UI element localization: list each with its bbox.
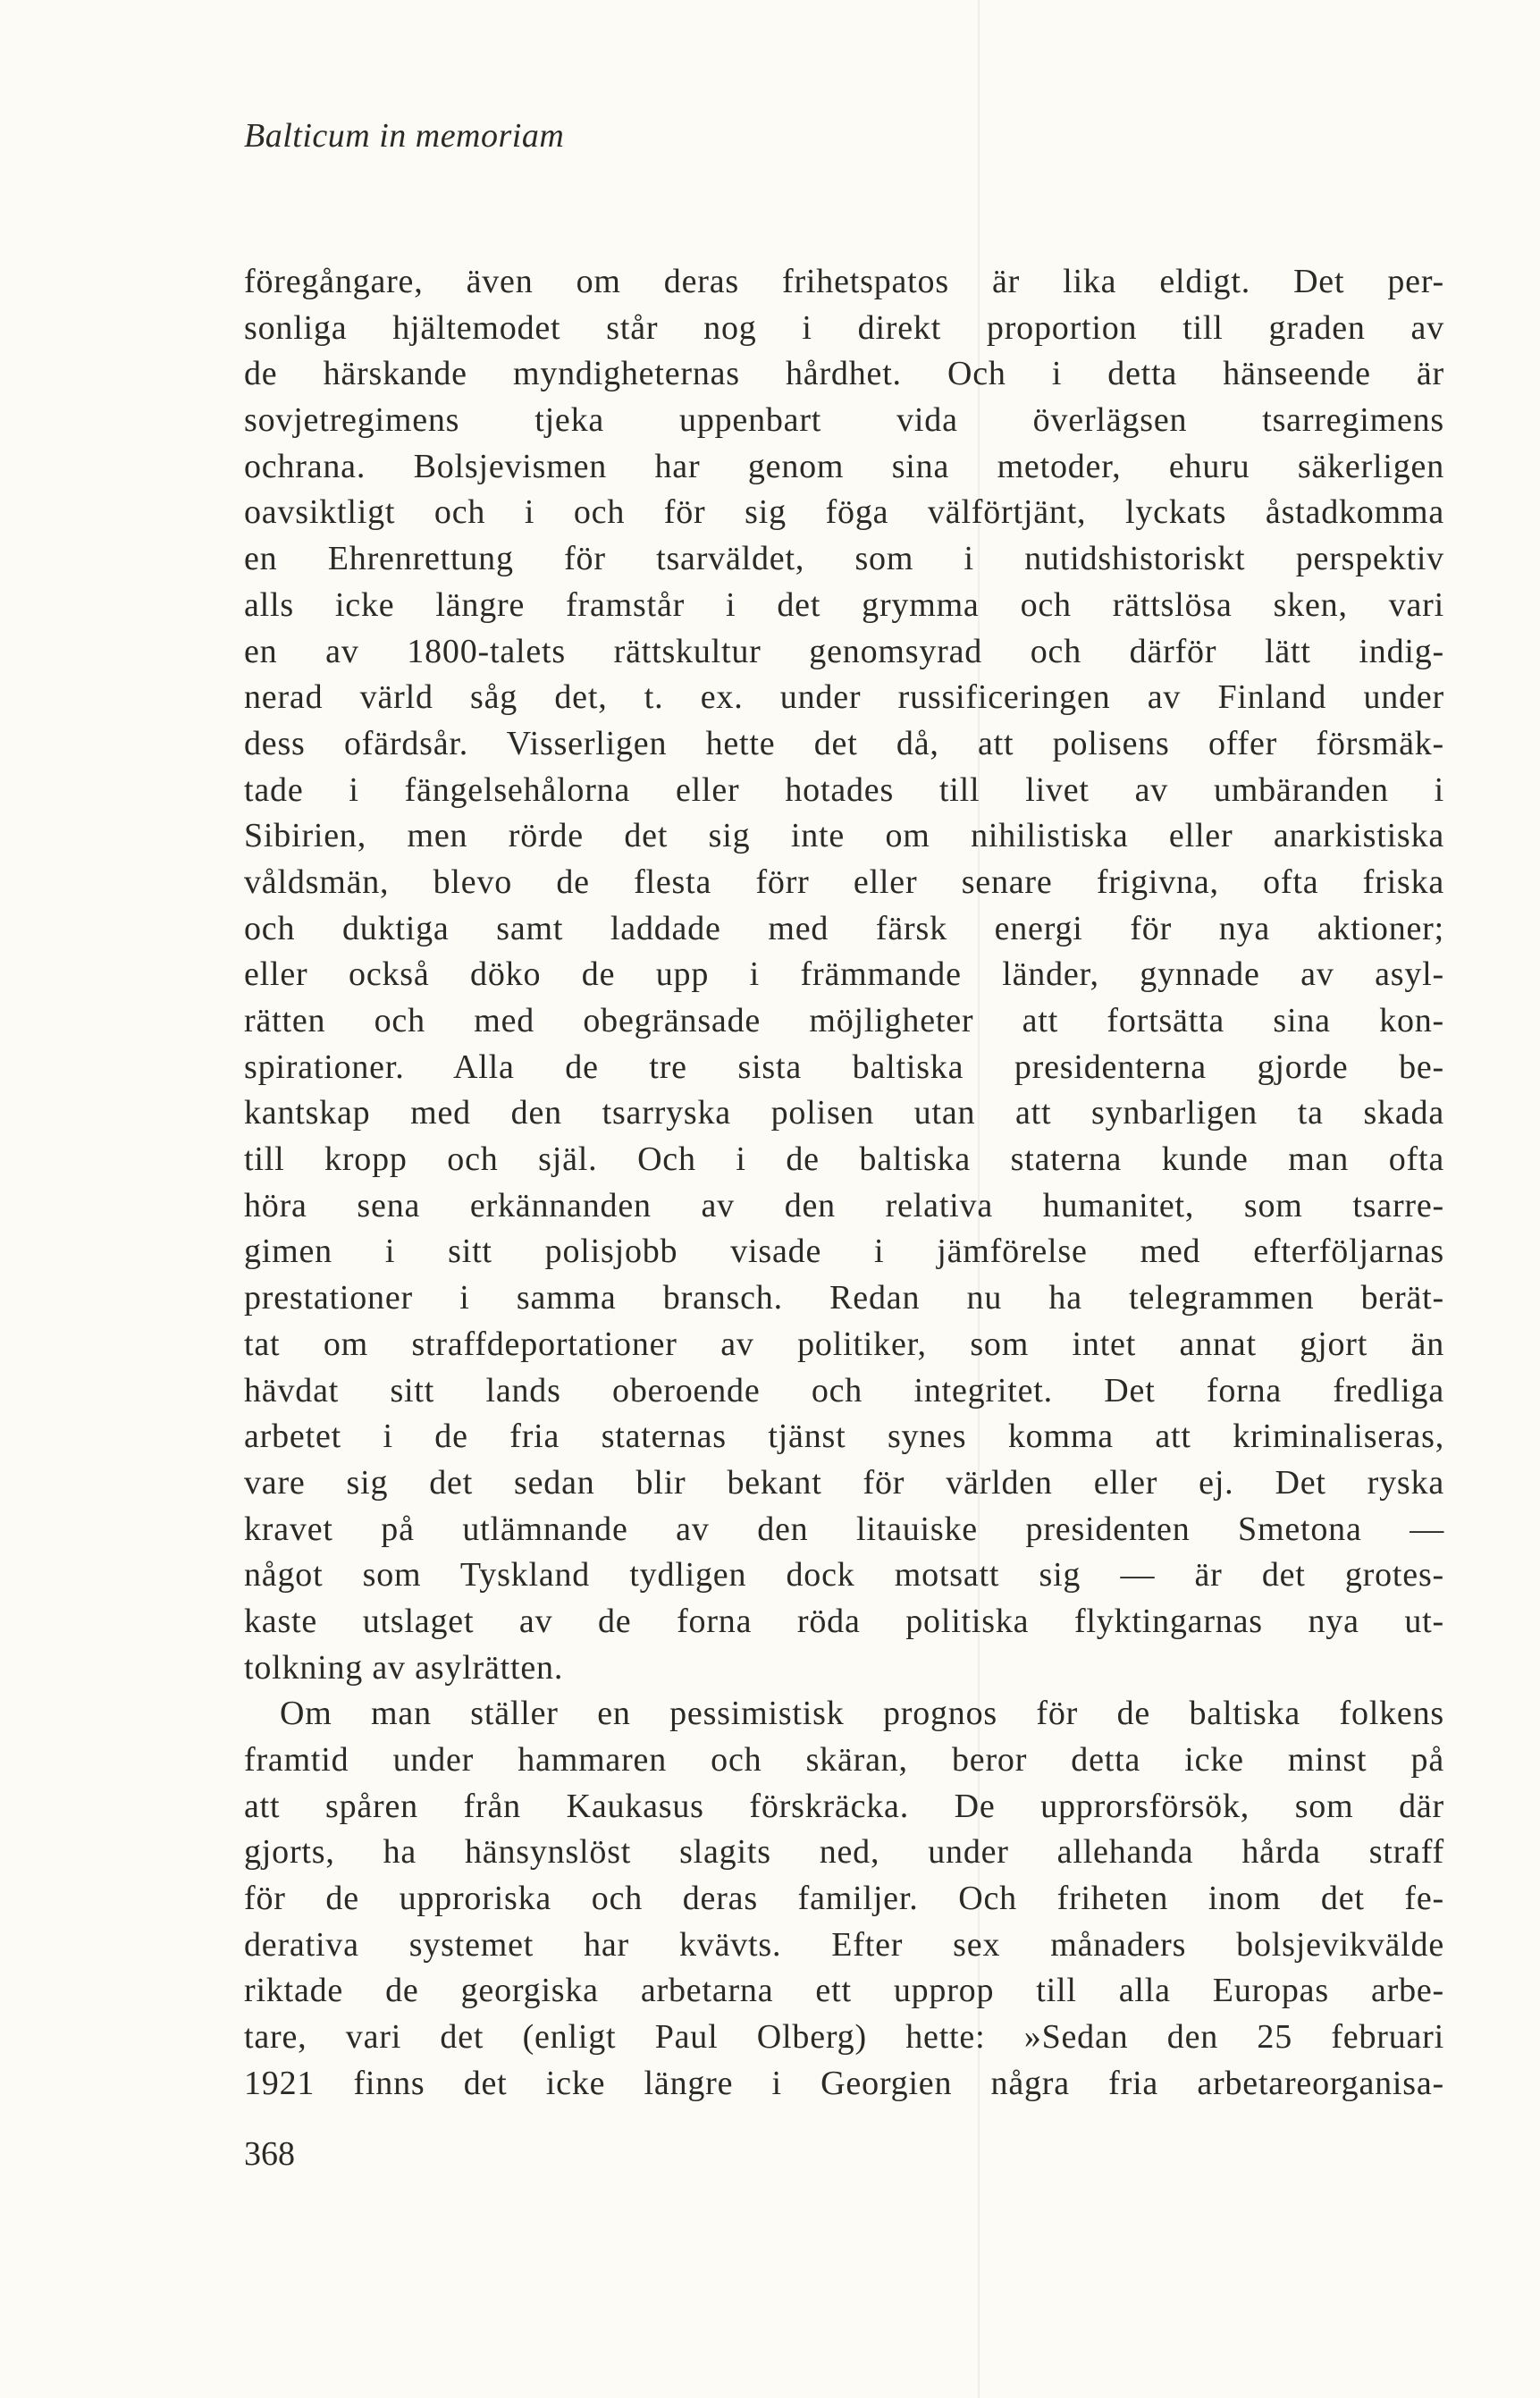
running-head: Balticum in memoriam xyxy=(244,117,565,155)
text-line: Om man ställer en pessimistisk prognos för de baltiska folkens xyxy=(280,1695,1444,1733)
text-line: sonliga hjältemodet står nog i direkt proportion till graden av xyxy=(244,308,1444,347)
text-line: hävdat sitt lands oberoende och integritet. Det forna fredliga xyxy=(244,1371,1444,1409)
text-line: tare, vari det (enligt Paul Olberg) hette: »Sedan den 25 februari xyxy=(244,2018,1444,2057)
text-line: sovjetregimens tjeka uppenbart vida överlägsen tsarregimens xyxy=(244,401,1444,440)
paragraph xyxy=(244,259,1444,1691)
text-line: de härskande myndigheternas hårdhet. Och i detta hänseende är xyxy=(244,355,1444,393)
text-line: kantskap med den tsarryska polisen utan att synbarligen ta skada xyxy=(244,1094,1444,1132)
text-line: prestationer i samma bransch. Redan nu ha telegrammen berät- xyxy=(244,1279,1444,1317)
text-line: framtid under hammaren och skäran, beror detta icke minst på xyxy=(244,1741,1444,1779)
text-line: arbetet i de fria staternas tjänst synes komma att kriminaliseras, xyxy=(244,1418,1444,1456)
text-line: något som Tyskland tydligen dock motsatt sig — är det grotes- xyxy=(244,1556,1444,1594)
text-line: våldsmän, blevo de flesta förr eller senare frigivna, ofta friska xyxy=(244,862,1444,901)
body-text xyxy=(244,259,1444,2108)
text-line: oavsiktligt och i och för sig föga välförtjänt, lyckats åstadkomma xyxy=(244,493,1444,532)
text-line: höra sena erkännanden av den relativa humanitet, som tsarre- xyxy=(244,1186,1444,1224)
text-line: derativa systemet har kvävts. Efter sex månaders bolsjevikvälde xyxy=(244,1925,1444,1964)
text-line: spirationer. Alla de tre sista baltiska presidenterna gjorde be- xyxy=(244,1048,1444,1086)
text-line: nerad värld såg det, t. ex. under russificeringen av Finland under xyxy=(244,678,1444,717)
text-line: och duktiga samt laddade med färsk energi för nya aktioner; xyxy=(244,909,1444,947)
text-line: tade i fängelsehålorna eller hotades till livet av umbäranden i xyxy=(244,770,1444,809)
text-line: tolkning av asylrätten. xyxy=(244,1648,564,1687)
text-line: rätten och med obegränsade möjligheter att fortsätta sina kon- xyxy=(244,1002,1444,1039)
text-line: gimen i sitt polisjobb visade i jämförelse med efterföljarnas xyxy=(244,1233,1444,1271)
text-line: alls icke längre framstår i det grymma och rättslösa sken, vari xyxy=(244,585,1444,624)
text-line: till kropp och själ. Och i de baltiska staterna kunde man ofta xyxy=(244,1140,1444,1179)
text-line: en av 1800-talets rättskultur genomsyrad och därför lätt indig- xyxy=(244,632,1444,670)
text-line: dess ofärdsår. Visserligen hette det då, att polisens offer försmäk- xyxy=(244,724,1444,762)
text-line: kaste utslaget av de forna röda politiska flyktingarnas nya ut- xyxy=(244,1602,1444,1640)
text-line: att spåren från Kaukasus förskräcka. De upprorsförsök, som där xyxy=(244,1787,1444,1825)
text-line: eller också döko de upp i främmande länder, gynnade av asyl- xyxy=(244,955,1444,994)
text-line: tat om straffdeportationer av politiker, som intet annat gjort än xyxy=(244,1325,1444,1363)
text-line: riktade de georgiska arbetarna ett upprop till alla Europas arbe- xyxy=(244,1972,1444,2010)
text-line: ochrana. Bolsjevismen har genom sina metoder, ehuru säkerligen xyxy=(244,447,1444,485)
text-line: 1921 finns det icke längre i Georgien några fria arbetareorganisa- xyxy=(244,2064,1444,2102)
page-number: 368 xyxy=(244,2135,295,2173)
text-line: Sibirien, men rörde det sig inte om nihilistiska eller anarkistiska xyxy=(244,817,1444,855)
text-line: vare sig det sedan blir bekant för världen eller ej. Det ryska xyxy=(244,1463,1444,1502)
text-line: en Ehrenrettung för tsarväldet, som i nutidshistoriskt perspektiv xyxy=(244,540,1444,578)
text-line: kravet på utlämnande av den litauiske presidenten Smetona — xyxy=(244,1510,1444,1548)
text-line: föregångare, även om deras frihetspatos är lika eldigt. Det per- xyxy=(244,263,1444,300)
paragraph xyxy=(244,1691,1444,2107)
text-line: gjorts, ha hänsynslöst slagits ned, under allehanda hårda straff xyxy=(244,1833,1444,1872)
text-line: för de upproriska och deras familjer. Och friheten inom det fe- xyxy=(244,1880,1444,1918)
